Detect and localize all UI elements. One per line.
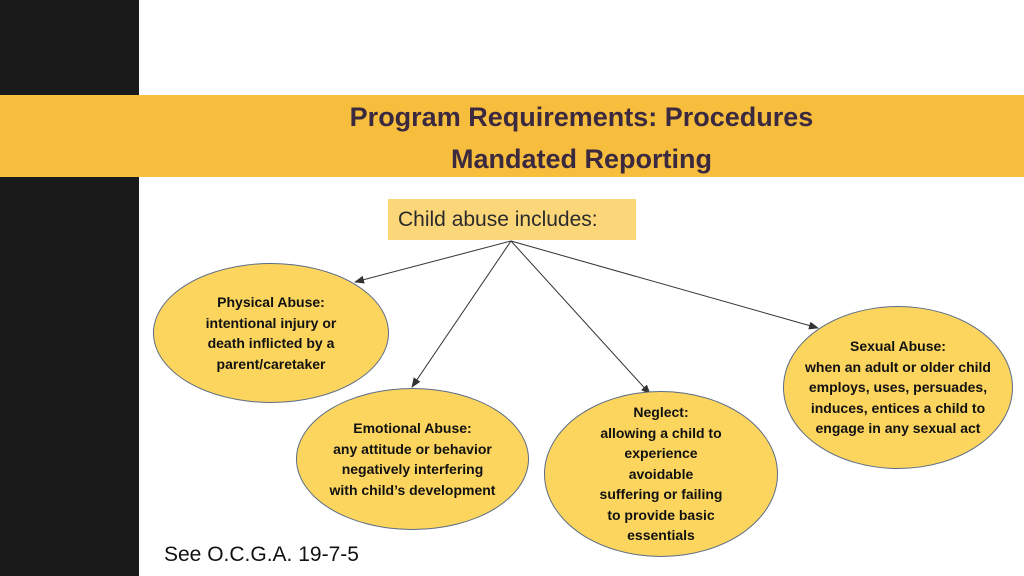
node-line: avoidable	[628, 465, 694, 482]
arrow-to-neglect	[511, 241, 650, 394]
node-physical-abuse	[153, 263, 389, 403]
footnote-citation: See O.C.G.A. 19-7-5	[164, 543, 359, 566]
node-sexual-abuse	[783, 306, 1013, 469]
node-line: any attitude or behavior	[333, 440, 492, 457]
node-line: allowing a child to	[600, 424, 722, 441]
title-line-2: Mandated Reporting	[451, 144, 712, 174]
node-line: induces, entices a child to	[810, 399, 986, 416]
node-line: intentional injury or	[205, 314, 337, 331]
node-line: negatively interfering	[341, 461, 484, 477]
node-line: with child’s development	[329, 481, 496, 498]
node-line: suffering or failing	[599, 486, 723, 503]
root-box-child-abuse	[388, 199, 636, 240]
node-neglect	[544, 391, 778, 557]
node-line: when an adult or older child	[805, 358, 991, 375]
title-line-1: Program Requirements: Procedures	[349, 102, 814, 132]
root-label: Child abuse includes:	[398, 208, 598, 231]
node-line: parent/caretaker	[216, 355, 326, 372]
node-line: engage in any sexual act	[815, 420, 981, 437]
node-emotional-abuse	[296, 388, 529, 530]
node-line: essentials	[627, 527, 695, 544]
node-line: experience	[624, 445, 698, 462]
node-line: Emotional Abuse:	[353, 420, 472, 436]
node-line: Neglect:	[633, 404, 689, 421]
node-line: Sexual Abuse:	[850, 338, 946, 355]
arrow-to-sexual	[511, 241, 818, 328]
node-line: death inflicted by a	[207, 335, 335, 351]
node-line: Physical Abuse:	[217, 294, 325, 310]
node-line: employs, uses, persuades,	[808, 379, 988, 396]
node-line: to provide basic	[607, 506, 715, 523]
